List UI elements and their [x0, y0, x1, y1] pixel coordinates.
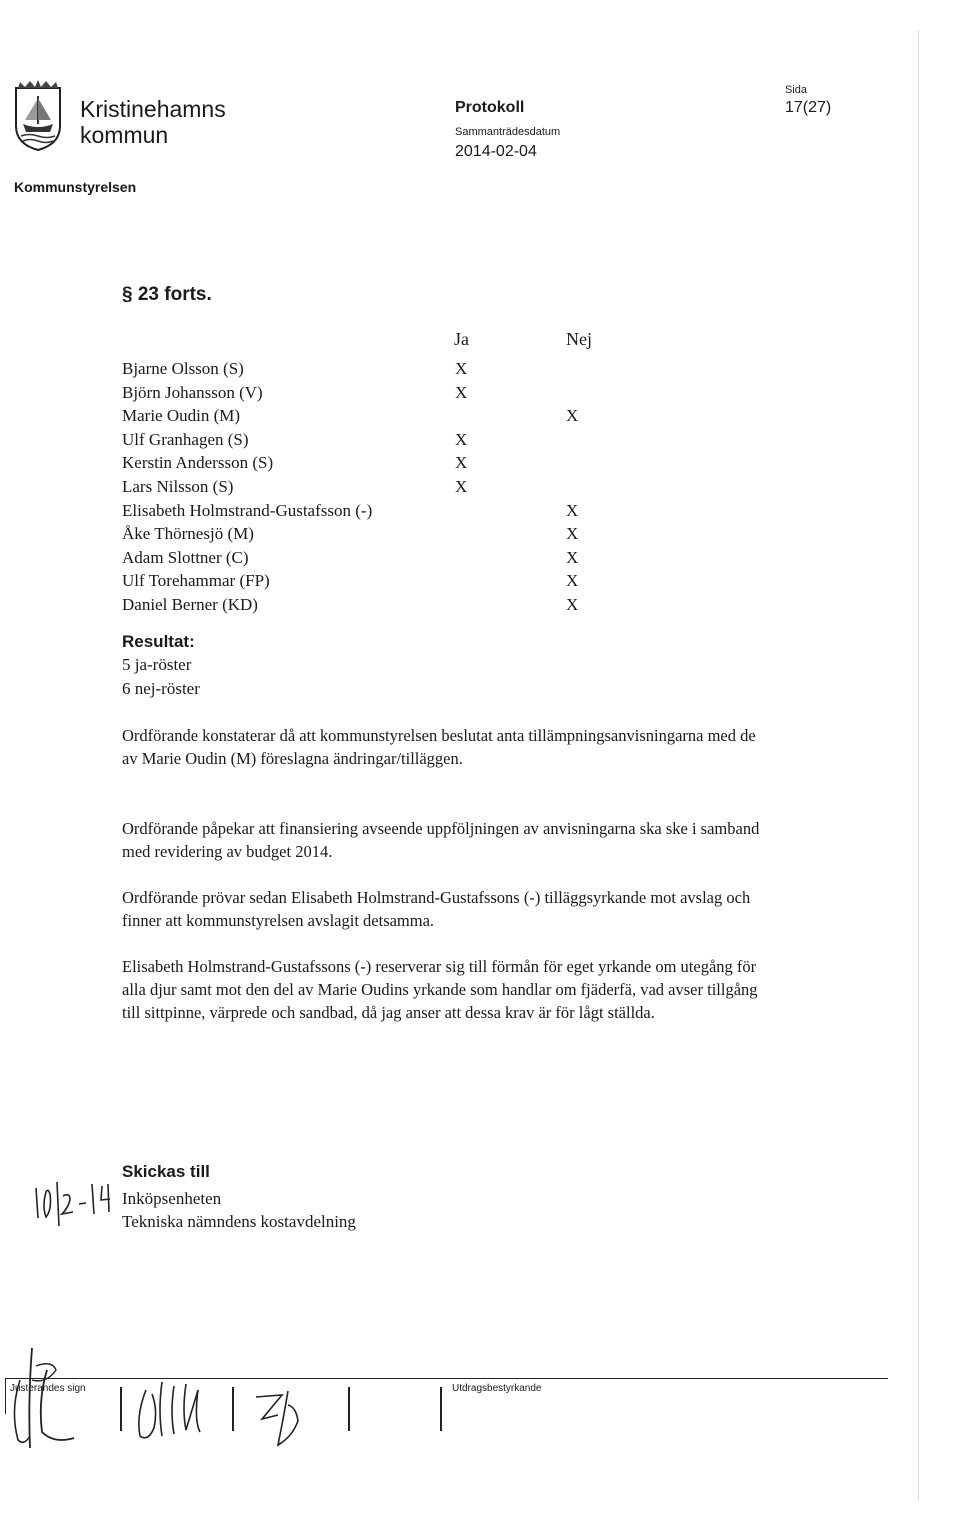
scan-edge-line: [918, 30, 919, 1500]
vote-nej-mark: X: [566, 594, 579, 614]
voter-name: Bjarne Olsson (S): [122, 359, 244, 378]
page-label: Sida: [785, 84, 808, 96]
reservation-paragraph: Elisabeth Holmstrand-Gustafssons (-) reserverar sig till förmån för eget yrkande om utegång för alla djur samt mot den del av Marie Oudins yrkande som handlar om fjäderfä, vad avser tillgång till sittpinne, värprede och sandbad, då jag anser att dessa krav är för lågt ställda.: [122, 957, 758, 1022]
vote-ja-mark: X: [455, 476, 468, 496]
column-header-nej: Nej: [566, 329, 592, 349]
result-no-count: 6 nej-röster: [122, 679, 200, 698]
page-number: 17(27): [785, 99, 832, 116]
vote-nej-mark: X: [566, 571, 579, 591]
voter-name: Adam Slottner (C): [122, 547, 249, 567]
result-yes-count: 5 ja-röster: [122, 655, 192, 674]
board-name: Kommunstyrelsen: [14, 179, 137, 195]
vote-nej-mark: X: [566, 547, 579, 567]
voter-name: Ulf Torehammar (FP): [122, 571, 270, 591]
motion-test-paragraph: Ordförande prövar sedan Elisabeth Holmstrand-Gustafssons (-) tilläggsyrkande mot avslag och finner att kommunstyrelsen avslagit detsamma.: [122, 888, 751, 930]
voter-name: Lars Nilsson (S): [122, 476, 234, 496]
vote-nej-mark: X: [566, 524, 579, 544]
voter-name: Kerstin Andersson (S): [122, 453, 274, 473]
voter-name: Björn Johansson (V): [122, 382, 263, 402]
send-to-heading: Skickas till: [122, 1162, 210, 1181]
voter-name: Daniel Berner (KD): [122, 594, 258, 614]
column-header-ja: Ja: [454, 329, 469, 349]
vote-nej-mark: X: [566, 406, 579, 426]
signature-separator: [232, 1387, 234, 1431]
handwritten-signature: [128, 1370, 218, 1455]
document-type: Protokoll: [455, 99, 525, 116]
extract-label: Utdragsbestyrkande: [452, 1383, 542, 1394]
financing-paragraph: Ordförande påpekar att finansiering avseende uppföljningen av anvisningarna ska ske i samband med revidering av budget 2014.: [122, 819, 760, 861]
voter-name: Marie Oudin (M): [122, 406, 241, 426]
result-heading: Resultat:: [122, 632, 195, 651]
signature-separator: [440, 1387, 442, 1431]
date-value: 2014-02-04: [455, 143, 537, 160]
vote-ja-mark: X: [455, 382, 468, 402]
voter-name: Åke Thörnesjö (M): [122, 524, 254, 544]
vote-ja-mark: X: [455, 429, 468, 449]
signers-label: Justerandes sign: [10, 1383, 86, 1394]
voter-name: Ulf Granhagen (S): [122, 429, 249, 449]
handwritten-date: [30, 1170, 125, 1230]
vote-ja-mark: X: [455, 453, 468, 473]
recipient: Inköpsenheten: [122, 1189, 222, 1208]
org-name-line1: Kristinehamns: [80, 96, 226, 122]
date-label: Sammanträdesdatum: [455, 126, 561, 138]
signature-separator: [348, 1387, 350, 1431]
vote-nej-mark: X: [566, 500, 579, 520]
signature-separator: [120, 1387, 122, 1431]
org-name-line2: kommun: [80, 122, 169, 148]
voter-name: Elisabeth Holmstrand-Gustafsson (-): [122, 500, 373, 520]
municipal-crest-icon: [13, 78, 63, 152]
recipient: Tekniska nämndens kostavdelning: [122, 1212, 356, 1231]
decision-paragraph: Ordförande konstaterar då att kommunstyrelsen beslutat anta tillämpningsanvisningarna med de av Marie Oudin (M) föreslagna ändringar/tilläggen.: [122, 726, 756, 768]
vote-ja-mark: X: [455, 359, 468, 378]
handwritten-signature: [248, 1385, 318, 1460]
section-title: § 23 forts.: [122, 284, 212, 305]
handwritten-signature: [2, 1340, 112, 1460]
